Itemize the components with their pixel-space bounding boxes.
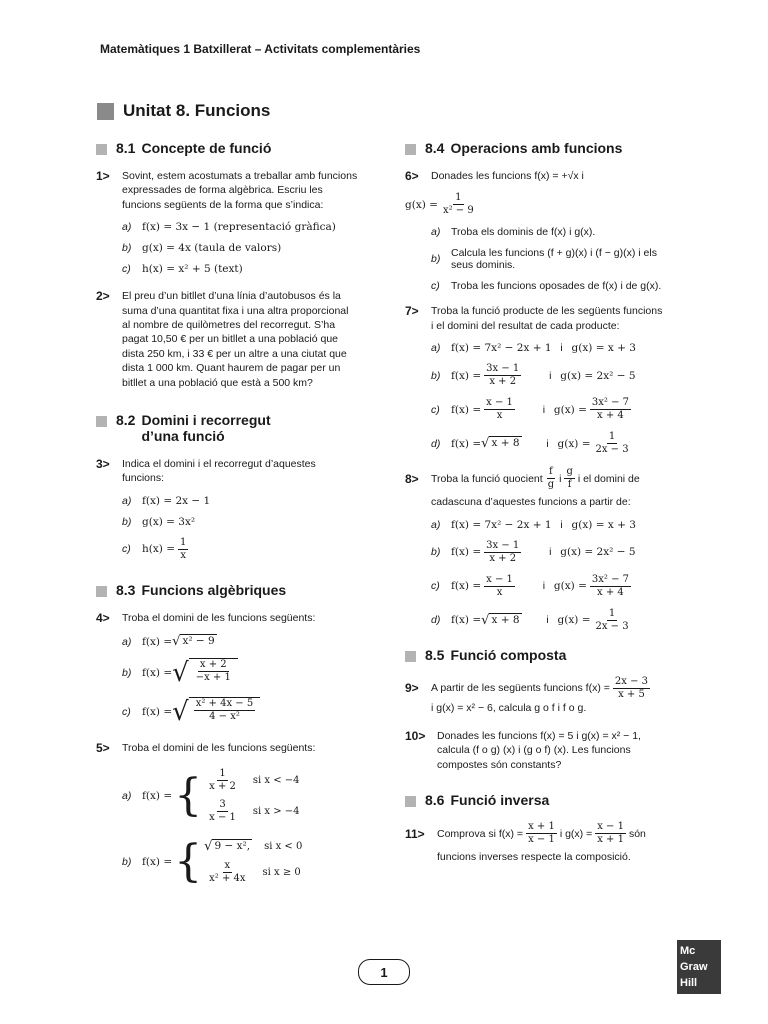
item-lhs: f(x) =: [142, 789, 173, 802]
exercise-5: [96, 741, 358, 755]
piecewise-row: [204, 860, 302, 885]
item-b: [431, 363, 667, 388]
exercise-text: Troba la funció producte de les següents funcions i el domini del resultat de cada producte:: [431, 305, 663, 332]
exercise-11-line2: [437, 850, 667, 864]
radicand: [189, 658, 238, 688]
item-b: [122, 242, 358, 254]
exercise-7: [405, 304, 667, 333]
numerator: 1: [608, 607, 616, 619]
item-label: b): [122, 667, 132, 680]
item-label: c): [122, 706, 131, 719]
item-label: b): [122, 515, 132, 528]
exercise-8-line2: [431, 495, 667, 509]
exercise-text: Troba el domini de les funcions següents:: [122, 742, 316, 755]
f-lhs: f(x) =: [451, 580, 482, 593]
section-title: Funció composta: [450, 646, 567, 663]
radical-sign-icon: √: [172, 658, 189, 689]
title-square-icon: [97, 103, 114, 120]
section-8-6-heading: [405, 792, 667, 808]
section-title-line1: Domini i recorregut: [141, 412, 271, 429]
item-label: a): [431, 226, 441, 239]
exercise-number: 2>: [96, 289, 110, 304]
exercise-10: [405, 729, 667, 772]
denominator: x − 1: [528, 834, 555, 846]
denominator: f: [567, 479, 572, 491]
exercise-9-line2: [431, 701, 667, 715]
f-lhs: f(x) =: [451, 546, 482, 559]
radical-sign-icon: √: [481, 612, 490, 628]
fraction: [207, 860, 247, 885]
numerator: 3x² − 7: [591, 573, 629, 585]
item-b: [122, 658, 358, 688]
fraction: [546, 466, 556, 491]
fraction: [590, 574, 631, 599]
exercise-number: 10>: [405, 729, 426, 744]
item-lhs: g(x) =: [405, 198, 438, 211]
conjunction: i: [542, 580, 546, 593]
fraction: [178, 537, 188, 562]
exercise-4-items: [122, 634, 358, 727]
exercise-5-items: [122, 765, 358, 888]
g-expression: g(x) = 2x² − 5: [560, 546, 636, 559]
item-label: b): [431, 369, 441, 382]
item-a: [122, 634, 358, 649]
condition: si x > −4: [252, 805, 300, 817]
piecewise-row: [204, 768, 299, 793]
numerator: x² + 4x − 5: [195, 698, 254, 710]
item-text: g(x) = 3x²: [142, 515, 196, 528]
conjunction: i: [549, 369, 552, 382]
piecewise-row: [204, 799, 299, 824]
exercise-text: Troba el domini de les funcions següents:: [122, 611, 316, 624]
item-a: [122, 221, 358, 233]
numerator: 3x − 1: [486, 363, 520, 375]
exercise-1: [96, 169, 358, 212]
conjunction: i: [560, 518, 563, 531]
exercise-text: Donades les funcions f(x) = +√x i: [431, 170, 584, 182]
item-b: [431, 247, 667, 271]
fraction: [207, 799, 238, 824]
fraction: [526, 821, 557, 846]
item-c: [431, 397, 667, 422]
piecewise-row: [204, 839, 302, 854]
fraction: [441, 192, 476, 217]
numerator: 1: [219, 767, 226, 779]
unit-title: [97, 101, 270, 121]
g-expression: g(x) = 2x² − 5: [560, 369, 636, 382]
exercise-text: cadascuna d’aquestes funcions a partir de:: [431, 496, 631, 509]
exercise-number: 7>: [405, 304, 419, 319]
item-text: f(x) = 3x − 1 (representació gràfica): [142, 221, 336, 234]
fraction: [484, 574, 515, 599]
item-label: a): [431, 518, 441, 531]
exercise-8-items: [431, 519, 667, 633]
section-title: Funció inversa: [450, 792, 550, 809]
numerator: 3x² − 7: [591, 397, 629, 409]
denominator: x + 2: [489, 376, 517, 388]
item-c: [431, 574, 667, 599]
f-lhs: f(x) =: [451, 369, 482, 382]
fraction: [613, 676, 650, 701]
section-number: 8.5: [425, 646, 445, 663]
item-label: c): [122, 543, 131, 556]
brace-icon: {: [174, 769, 203, 821]
numerator: f: [549, 466, 553, 478]
fraction: [194, 698, 256, 723]
condition: si x ≥ 0: [262, 866, 301, 878]
exercise-text: El preu d’un bitllet d’una línia d’autobusos és la suma d’una quantitat fixa i una altra proporcional al nombre de quilòmetres del recorregut. S’ha pagat 10,50 € per un bitllet a una població que dista 250 km, i 33 € per un altre a una ciutat que dista 1 000 km. Quant haurem de pagar per un bitllet a una població que està a 500 km?: [122, 290, 349, 389]
section-square-icon: [96, 144, 107, 155]
radicand: 9 − x²,: [214, 839, 251, 852]
denominator: 2x − 3: [595, 444, 629, 456]
exercise-3-items: [122, 495, 358, 562]
section-title: Operacions amb funcions: [450, 140, 623, 156]
fraction: [194, 659, 233, 684]
section-number: 8.1: [116, 140, 136, 156]
item-label: d): [431, 614, 441, 627]
item-c: [122, 697, 358, 727]
numerator: 1: [180, 536, 187, 548]
item-b: [431, 540, 667, 565]
item-label: b): [431, 546, 441, 559]
item-a: [431, 342, 667, 354]
exercise-6-items: [405, 192, 667, 293]
radical-sign-icon: √: [172, 697, 189, 728]
item-lhs: f(x) =: [142, 706, 173, 719]
section-title: Concepte de funció: [141, 140, 272, 156]
exercise-4: [96, 611, 358, 625]
fraction: [594, 431, 631, 456]
numerator: 3x − 1: [486, 539, 520, 551]
left-column: [96, 140, 358, 897]
radical-sign-icon: √: [481, 436, 490, 452]
numerator: x − 1: [486, 397, 513, 409]
g-lhs: g(x) =: [557, 437, 591, 450]
item-c: [122, 263, 358, 275]
exercise-number: 4>: [96, 610, 110, 625]
section-title: Funcions algèbriques: [141, 581, 287, 598]
section-square-icon: [405, 144, 416, 155]
fraction: [207, 768, 238, 793]
exercise-text: i el domini de: [577, 472, 640, 485]
exercise-number: 5>: [96, 741, 110, 756]
exercise-number: 11>: [405, 826, 425, 841]
logo-line: Mc: [680, 945, 696, 957]
denominator: x + 4: [597, 586, 624, 598]
exercise-number: 3>: [96, 457, 110, 472]
section-8-3-heading: [96, 582, 358, 598]
condition: si x < 0: [264, 840, 303, 852]
denominator: 4 − x²: [209, 711, 240, 723]
square-root: [172, 634, 217, 649]
section-8-2-heading: [96, 412, 358, 444]
item-a: [122, 765, 358, 827]
exercise-text: Donades les funcions f(x) = 5 i g(x) = x² − 1, calcula (f o g) (x) i (g o f) (x). Les funcions compostes són constants?: [437, 730, 641, 771]
numerator: x − 1: [486, 573, 513, 585]
fraction: [594, 608, 631, 633]
section-number: 8.2: [116, 412, 136, 429]
g-definition: [405, 192, 667, 217]
f-lhs: f(x) =: [451, 403, 482, 416]
exercise-text: i g(x) = x² − 6, calcula g o f i f o g.: [431, 701, 587, 714]
numerator: 3: [219, 798, 226, 810]
numerator: x: [224, 859, 231, 871]
numerator: 2x − 3: [614, 675, 648, 687]
section-square-icon: [96, 416, 107, 427]
item-b: [122, 836, 358, 888]
conjunction: i: [559, 472, 562, 485]
exercise-text: són: [628, 827, 646, 840]
denominator: x − 1: [209, 811, 236, 823]
item-text: Troba els dominis de f(x) i g(x).: [451, 226, 596, 239]
radical-sign-icon: √: [172, 634, 181, 650]
fraction: [590, 397, 631, 422]
section-square-icon: [405, 796, 416, 807]
page-number: 1: [358, 959, 410, 985]
item-label: a): [122, 789, 132, 802]
item-label: a): [122, 635, 132, 648]
denominator: x² + 4x: [209, 872, 246, 884]
piecewise: [204, 765, 299, 827]
item-text: g(x) = 4x (taula de valors): [142, 242, 282, 255]
item-text: Calcula les funcions (f + g)(x) i (f − g)(x) i els seus dominis.: [451, 247, 657, 272]
numerator: 1: [608, 431, 616, 443]
exercise-9: [405, 676, 667, 701]
radicand: x² − 9: [182, 635, 215, 648]
denominator: x + 5: [618, 688, 645, 700]
conjunction: i: [546, 437, 549, 450]
publisher-logo: [677, 940, 721, 994]
item-label: c): [431, 280, 440, 293]
piecewise: [204, 836, 302, 888]
section-square-icon: [96, 586, 107, 597]
item-lhs: f(x) =: [142, 635, 173, 648]
section-number: 8.3: [116, 581, 136, 598]
exercise-11: [405, 821, 667, 846]
conjunction: i: [542, 403, 546, 416]
item-b: [122, 516, 358, 528]
denominator: x² − 9: [442, 205, 474, 217]
section-title-line2: d’una funció: [141, 428, 225, 445]
item-c: [431, 280, 667, 292]
exercise-text: funcions inverses respecte la composició.: [437, 851, 631, 864]
g-lhs: g(x) =: [553, 403, 587, 416]
denominator: x + 2: [209, 780, 236, 792]
conjunction: i: [546, 614, 549, 627]
item-label: c): [122, 263, 131, 276]
g-lhs: g(x) =: [557, 614, 591, 627]
numerator: x + 1: [528, 821, 555, 833]
item-lhs: h(x) =: [142, 543, 176, 556]
denominator: x + 2: [489, 552, 517, 564]
g-expression: g(x) = x + 3: [571, 518, 636, 531]
denominator: g: [547, 479, 555, 491]
page-header: Matemàtiques 1 Batxillerat – Activitats complementàries: [100, 42, 421, 56]
numerator: g: [566, 466, 573, 478]
fraction: [595, 821, 626, 846]
item-label: b): [122, 855, 132, 868]
exercise-number: 6>: [405, 169, 419, 183]
radicand: x + 8: [491, 437, 520, 450]
f-lhs: f(x) =: [451, 437, 482, 450]
section-square-icon: [405, 651, 416, 662]
exercise-2: [96, 289, 358, 390]
f-expression: f(x) = 7x² − 2x + 1: [451, 342, 552, 355]
right-column: [405, 140, 667, 865]
section-8-4-heading: [405, 140, 667, 156]
f-lhs: f(x) =: [451, 614, 482, 627]
exercise-text: Troba la funció quocient: [431, 472, 543, 485]
item-label: a): [431, 342, 441, 355]
square-root: [172, 697, 260, 727]
section-number: 8.6: [425, 792, 445, 809]
f-expression: f(x) = 7x² − 2x + 1: [451, 518, 552, 531]
brace-icon: {: [174, 835, 203, 887]
exercise-1-items: [122, 221, 358, 275]
item-lhs: f(x) =: [142, 667, 173, 680]
conjunction: i: [560, 342, 563, 355]
numerator: 1: [455, 192, 462, 204]
logo-line: Graw: [680, 961, 708, 973]
exercise-number: 1>: [96, 169, 110, 183]
item-label: a): [122, 494, 132, 507]
item-label: c): [431, 580, 440, 593]
item-d: [431, 608, 667, 633]
section-number: 8.4: [425, 140, 445, 156]
numerator: x + 2: [199, 659, 227, 671]
exercise-text: Sovint, estem acostumats a treballar amb funcions expressades de forma algèbrica. Escriu les funcions següents de la forma que s’indica:: [122, 170, 358, 211]
item-a: [431, 519, 667, 531]
item-c: [122, 537, 358, 562]
exercise-text: i g(x) =: [559, 827, 593, 840]
item-label: c): [431, 403, 440, 416]
denominator: x + 4: [597, 410, 624, 422]
radicand: [189, 697, 261, 727]
radical-sign-icon: √: [204, 838, 213, 854]
radicand: x + 8: [491, 613, 520, 626]
section-8-1-heading: [96, 140, 358, 156]
g-lhs: g(x) =: [553, 580, 587, 593]
fraction: [484, 540, 521, 565]
conjunction: i: [549, 546, 552, 559]
item-label: a): [122, 221, 132, 234]
item-text: Troba les funcions oposades de f(x) i de g(x).: [451, 280, 662, 293]
exercise-text: A partir de les següents funcions f(x) =: [431, 681, 610, 694]
item-text: f(x) = 2x − 1: [142, 494, 211, 507]
item-a: [431, 226, 667, 238]
denominator: x: [496, 410, 503, 422]
logo-line: Hill: [680, 977, 698, 989]
item-d: [431, 431, 667, 456]
exercise-3: [96, 457, 358, 486]
unit-title-text: Unitat 8. Funcions: [123, 101, 271, 120]
denominator: −x + 1: [195, 672, 231, 684]
item-text: h(x) = x² + 5 (text): [142, 263, 243, 276]
fraction: [484, 363, 521, 388]
exercise-text: Comprova si f(x) =: [437, 827, 524, 840]
item-label: b): [431, 253, 441, 266]
exercise-6: [405, 169, 667, 183]
square-root: [481, 613, 521, 628]
fraction: [564, 466, 574, 491]
exercise-number: 9>: [405, 680, 419, 695]
denominator: 2x − 3: [595, 620, 629, 632]
denominator: x: [496, 586, 503, 598]
fraction: [484, 397, 515, 422]
g-expression: g(x) = x + 3: [571, 342, 636, 355]
section-8-5-heading: [405, 647, 667, 663]
numerator: x − 1: [597, 821, 624, 833]
item-a: [122, 495, 358, 507]
section-title: [141, 412, 270, 444]
exercise-number: 8>: [405, 471, 419, 486]
exercise-8: [405, 466, 667, 491]
denominator: x: [180, 549, 187, 561]
item-label: d): [431, 437, 441, 450]
condition: si x < −4: [252, 774, 300, 786]
item-lhs: f(x) =: [142, 855, 173, 868]
square-root: [172, 658, 238, 688]
denominator: x + 1: [597, 834, 624, 846]
item-label: b): [122, 242, 132, 255]
exercise-7-items: [431, 342, 667, 456]
exercise-text: Indica el domini i el recorregut d’aquestes funcions:: [122, 458, 316, 485]
square-root: [204, 839, 252, 854]
square-root: [481, 436, 521, 451]
